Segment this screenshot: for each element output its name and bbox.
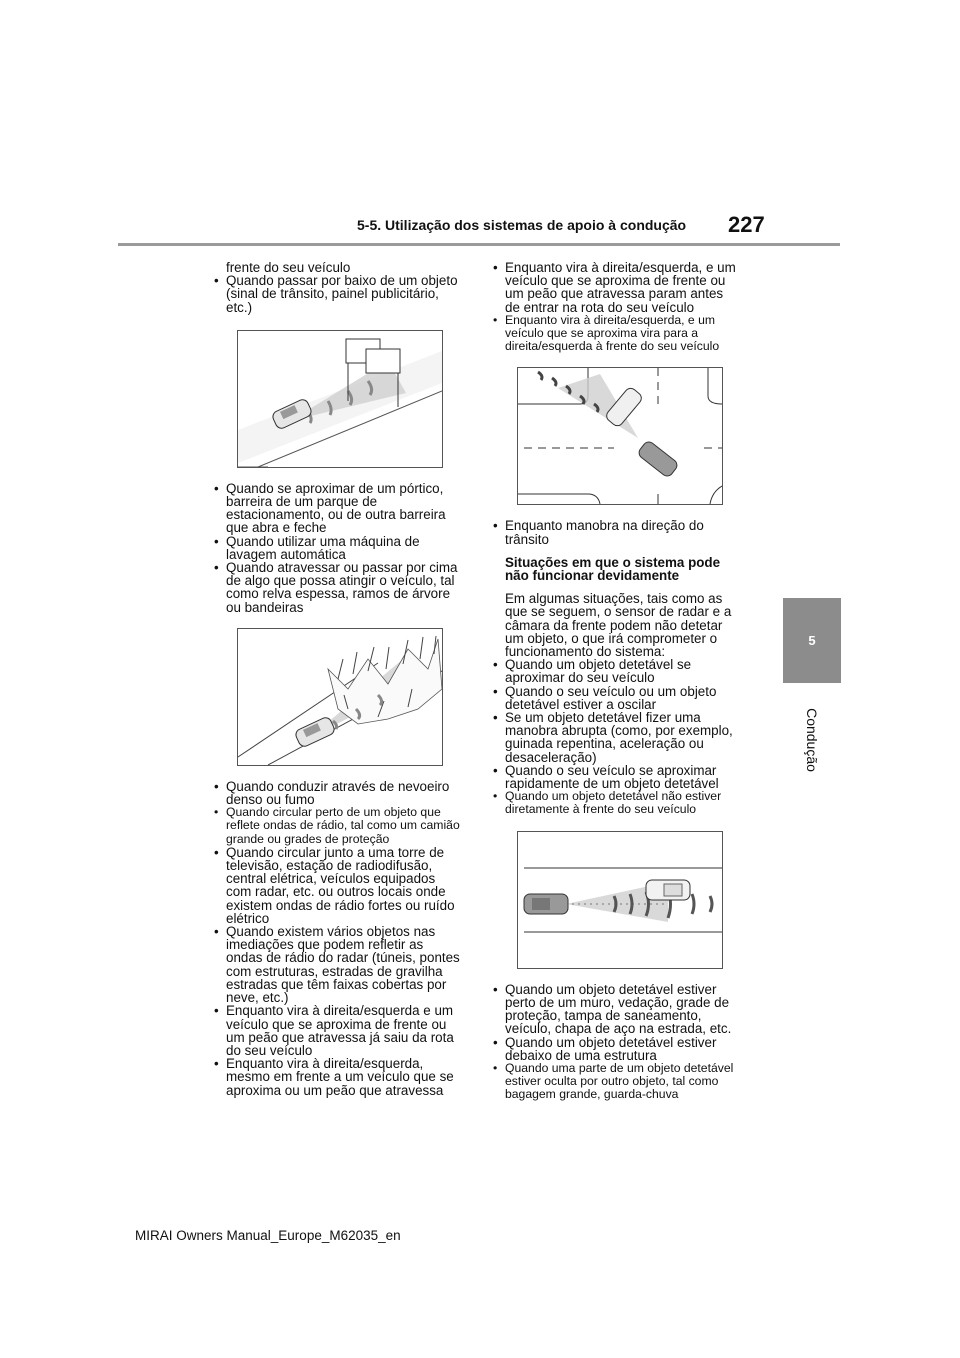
list-item: • Quando um objeto detetável se aproximar do seu veículo xyxy=(491,658,741,684)
list-item: • Quando um objeto detetável não estiver diretamente à frente do seu veículo xyxy=(491,790,741,816)
footer-text: MIRAI Owners Manual_Europe_M62035_en xyxy=(135,1228,401,1243)
list-item: • Quando se aproximar de um pórtico, barreira de um parque de estacionamento, ou de outra barreira que abra e feche xyxy=(212,482,462,535)
list-item: • Quando utilizar uma máquina de lavagem automática xyxy=(212,535,462,561)
list-item: • Quando um objeto detetável estiver debaixo de uma estrutura xyxy=(491,1036,741,1062)
illustration-overhead-sign xyxy=(237,330,443,468)
list-item: • Quando o seu veículo ou um objeto detetável estiver a oscilar xyxy=(491,685,741,711)
bullet-list xyxy=(491,658,741,816)
illustration-offset-vehicle xyxy=(517,831,723,969)
list-item: • Quando circular junto a uma torre de televisão, estação de radiodifusão, central elétrica, veículos equipados com radar, etc. ou outros locais onde existem ondas de rádio fortes ou ruído elétrico xyxy=(212,846,462,925)
bullet-list xyxy=(212,780,462,1097)
list-item: • Quando conduzir através de nevoeiro denso ou fumo xyxy=(212,780,462,806)
list-item: • Quando uma parte de um objeto detetável estiver oculta por outro objeto, tal como bagagem grande, guarda-chuva xyxy=(491,1062,741,1102)
list-item: • Enquanto manobra na direção do trânsito xyxy=(491,519,741,545)
bullet-list xyxy=(212,274,462,314)
section-title: 5-5. Utilização dos sistemas de apoio à condução xyxy=(357,217,687,233)
right-column xyxy=(491,261,741,1102)
intro-paragraph: Em algumas situações, tais como as que se seguem, o sensor de radar e a câmara da frente podem não detetar um objeto, o que irá comprometer o funcionamento do sistema: xyxy=(505,591,732,660)
bullet-list xyxy=(212,482,462,614)
list-item: • Quando atravessar ou passar por cima de algo que possa atingir o veículo, tal como relva espessa, ramos de árvore ou bandeiras xyxy=(212,561,462,614)
list-item: • Enquanto vira à direita/esquerda, mesmo em frente a um veículo que se aproxima ou um peão que atravessa xyxy=(212,1057,462,1097)
list-item: • Quando passar por baixo de um objeto (sinal de trânsito, painel publicitário, etc.) xyxy=(212,274,462,314)
header-divider xyxy=(118,243,840,246)
list-item: • Enquanto vira à direita/esquerda, e um veículo que se aproxima vira para a direita/esquerda à frente do seu veículo xyxy=(491,314,741,354)
bullet-list xyxy=(491,261,741,353)
chapter-number: 5 xyxy=(808,633,816,648)
illustration-vegetation xyxy=(237,628,443,766)
section-heading: Situações em que o sistema pode não funcionar devidamente xyxy=(505,554,721,584)
list-item: • Quando existem vários objetos nas imediações que podem refletir as ondas de rádio do radar (túneis, pontes com estruturas, estradas de gravilha estradas que têm faixas cobertas por neve, etc.) xyxy=(212,925,462,1004)
list-item: • Enquanto vira à direita/esquerda, e um veículo que se aproxima de frente ou um peão que atravessa param antes de entrar na rota do seu veículo xyxy=(491,261,741,314)
left-column xyxy=(212,261,462,1097)
page-number: 227 xyxy=(728,212,765,237)
list-item: • Se um objeto detetável fizer uma manobra abrupta (como, por exemplo, guinada repentina, aceleração ou desaceleração) xyxy=(491,711,741,764)
continuation-text: frente do seu veículo xyxy=(226,260,351,275)
illustration-intersection xyxy=(517,367,723,505)
chapter-label: Condução xyxy=(804,708,820,772)
list-item: • Quando circular perto de um objeto que reflete ondas de rádio, tal como um camião grande ou grades de proteção xyxy=(212,806,462,846)
list-item: • Quando um objeto detetável estiver perto de um muro, vedação, grade de proteção, tampa de saneamento, veículo, chapa de aço na estrada, etc. xyxy=(491,983,741,1036)
bullet-list xyxy=(491,983,741,1102)
list-item: • Enquanto vira à direita/esquerda e um veículo que se aproxima de frente ou um peão que atravessa já saiu da rota do seu veículo xyxy=(212,1004,462,1057)
chapter-tab xyxy=(783,598,841,683)
list-item: • Quando o seu veículo se aproximar rapidamente de um objeto detetável xyxy=(491,764,741,790)
bullet-list xyxy=(491,519,741,545)
